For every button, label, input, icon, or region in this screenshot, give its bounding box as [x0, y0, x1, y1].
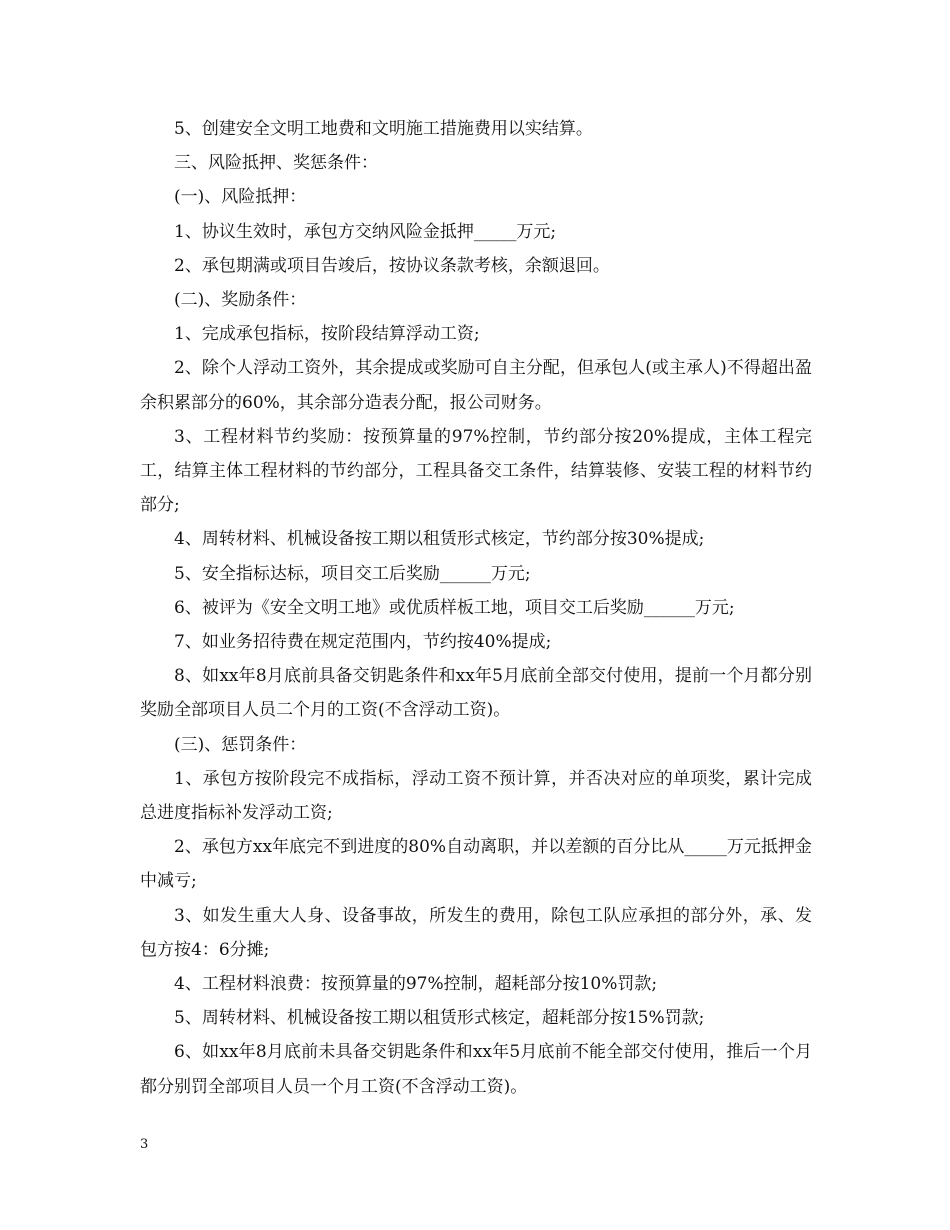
subsection-heading: (一)、风险抵押：: [174, 187, 307, 208]
paragraph: 4、工程材料浪费：按预算量的97%控制，超耗部分按10%罚款;: [174, 974, 658, 995]
paragraph: 6、如xx年8月底前未具备交钥匙条件和xx年5月底前不能全部交付使用，推后一个月都分别罚全部项目人员一个月工资(不含浮动工资)。: [140, 1042, 812, 1097]
paragraph: 5、周转材料、机械设备按工期以租赁形式核定，超耗部分按15%罚款;: [174, 1008, 705, 1029]
paragraph: 2、承包方xx年底完不到进度的80%自动离职，并以差额的百分比从_____万元抵押金中减亏;: [140, 837, 812, 892]
paragraph: 5、安全指标达标，项目交工后奖励______万元;: [174, 563, 531, 584]
subsection-heading: (二)、奖励条件：: [174, 290, 307, 311]
paragraph: 2、除个人浮动工资外，其余提成或奖励可自主分配，但承包人(或主承人)不得超出盈余积累部分的60%，其余部分造表分配，报公司财务。: [140, 358, 812, 413]
paragraph: 4、周转材料、机械设备按工期以租赁形式核定，节约部分按30%提成;: [174, 529, 705, 550]
paragraph: 5、创建安全文明工地费和文明施工措施费用以实结算。: [174, 119, 593, 139]
paragraph: 1、协议生效时，承包方交纳风险金抵押_____万元;: [174, 221, 557, 242]
page-number: 3: [140, 1137, 149, 1152]
subsection-heading: (三)、惩罚条件：: [174, 734, 307, 755]
section-heading: 三、风险抵押、奖惩条件：: [174, 153, 378, 174]
document-body: [140, 112, 812, 1104]
paragraph: 8、如xx年8月底前具备交钥匙条件和xx年5月底前全部交付使用，提前一个月都分别奖励全部项目人员二个月的工资(不含浮动工资)。: [140, 666, 812, 721]
paragraph: 1、承包方按阶段完不成指标，浮动工资不预计算，并否决对应的单项奖，累计完成总进度指标补发浮动工资;: [140, 768, 812, 824]
paragraph: 6、被评为《安全文明工地》或优质样板工地，项目交工后奖励______万元;: [174, 597, 735, 618]
paragraph: 3、工程材料节约奖励：按预算量的97%控制，节约部分按20%提成，主体工程完工，结算主体工程材料的节约部分，工程具备交工条件，结算装修、安装工程的材料节约部分;: [140, 426, 812, 516]
paragraph: 1、完成承包指标，按阶段结算浮动工资;: [174, 324, 480, 345]
paragraph: 7、如业务招待费在规定范围内，节约按40%提成;: [174, 632, 552, 653]
paragraph: 3、如发生重大人身、设备事故，所发生的费用，除包工队应承担的部分外，承、发包方按4：6分摊;: [140, 905, 812, 960]
paragraph: 2、承包期满或项目告竣后，按协议条款考核，余额退回。: [174, 255, 610, 276]
